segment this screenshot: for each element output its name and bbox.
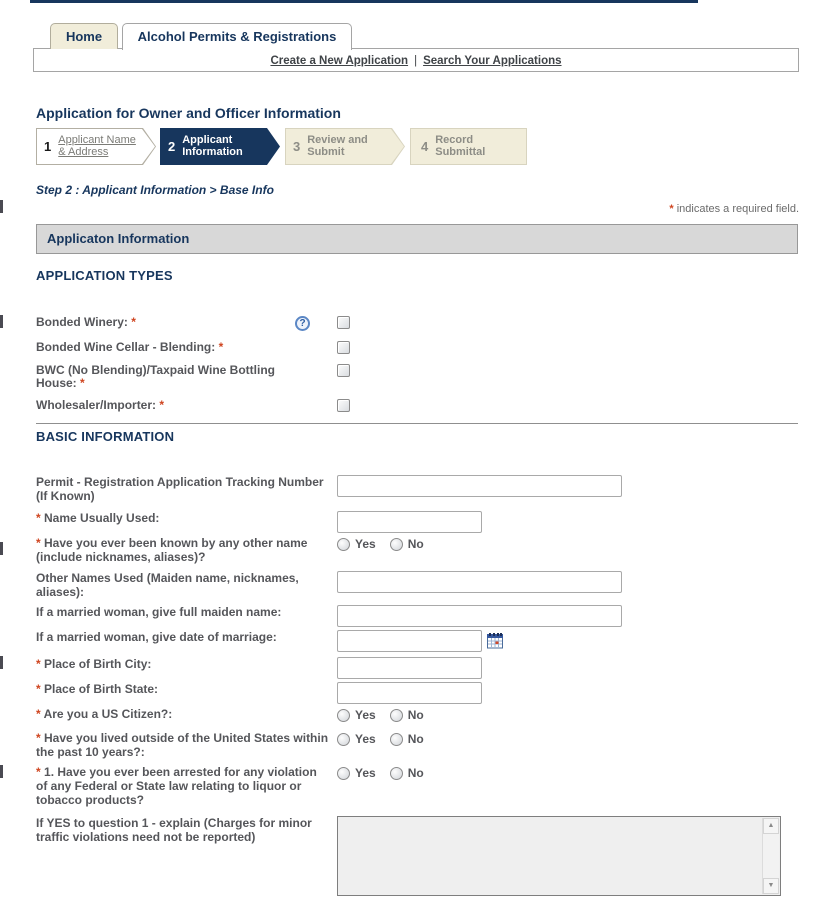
step-number: 3 <box>293 139 301 154</box>
wizard-step-4-record-submittal <box>410 128 527 165</box>
scroll-down-icon[interactable]: ▼ <box>763 878 779 894</box>
form-row-date-of-marriage <box>36 630 798 652</box>
app-type-row-bonded-winery <box>36 316 798 331</box>
date-of-marriage-input[interactable] <box>337 630 482 652</box>
lived-outside-us-radio-group <box>337 732 438 746</box>
radio-option-no[interactable]: No <box>390 766 424 780</box>
form-row-known-by-other-name <box>36 536 798 564</box>
field-label: * Name Usually Used: <box>36 511 160 525</box>
step-number: 2 <box>168 139 176 154</box>
radio-button[interactable] <box>337 733 350 746</box>
required-asterisk: * <box>218 340 224 354</box>
tracking-number-input[interactable] <box>337 475 622 497</box>
radio-button[interactable] <box>337 709 350 722</box>
edge-artifact <box>0 315 3 328</box>
form-row-full-maiden-name <box>36 605 798 627</box>
search-applications-link[interactable]: Search Your Applications <box>423 55 562 67</box>
radio-option-yes[interactable]: Yes <box>337 766 376 780</box>
radio-option-no[interactable]: No <box>390 708 424 722</box>
other-names-used-input[interactable] <box>337 571 622 593</box>
field-label: If a married woman, give date of marriage: <box>36 630 277 644</box>
radio-option-yes[interactable]: Yes <box>337 708 376 722</box>
explain-arrest-textarea[interactable] <box>337 816 781 896</box>
app-type-row-bwc-bottling-house <box>36 364 798 390</box>
edge-artifact <box>0 656 3 669</box>
radio-button[interactable] <box>390 538 403 551</box>
field-label: * Place of Birth City: <box>36 657 152 671</box>
radio-button[interactable] <box>337 767 350 780</box>
radio-option-yes[interactable]: Yes <box>337 537 376 551</box>
tab-home[interactable]: Home <box>50 23 118 49</box>
form-row-name-usually-used <box>36 511 798 533</box>
radio-option-no[interactable]: No <box>390 537 424 551</box>
bwc-bottling-house-checkbox[interactable] <box>337 364 350 377</box>
field-label: Wholesaler/Importer: * <box>36 398 165 412</box>
birth-state-input[interactable] <box>337 682 482 704</box>
wholesaler-importer-checkbox[interactable] <box>337 399 350 412</box>
form-row-other-names-used <box>36 571 798 599</box>
radio-button[interactable] <box>337 538 350 551</box>
full-maiden-name-input[interactable] <box>337 605 622 627</box>
app-type-row-bonded-wine-cellar <box>36 341 798 354</box>
page-title: Application for Owner and Officer Information <box>36 105 341 121</box>
edge-artifact <box>0 200 3 213</box>
us-citizen-radio-group <box>337 708 438 722</box>
create-application-link[interactable]: Create a New Application <box>270 55 409 67</box>
birth-city-input[interactable] <box>337 657 482 679</box>
field-label: Bonded Wine Cellar - Blending: * <box>36 340 224 354</box>
form-row-arrested-violation <box>36 765 798 807</box>
wizard-step-1-applicant-name-address[interactable] <box>36 128 156 165</box>
bonded-wine-cellar-checkbox[interactable] <box>337 341 350 354</box>
form-row-us-citizen <box>36 707 798 722</box>
application-types-rows <box>36 316 798 422</box>
step-label: Applicant Information <box>182 134 243 158</box>
bonded-winery-checkbox[interactable] <box>337 316 350 329</box>
edge-artifact <box>0 765 3 778</box>
link-separator: | <box>414 55 418 67</box>
form-row-explain-arrest <box>36 816 798 896</box>
field-label: * 1. Have you ever been arrested for any violation of any Federal or State law relating to liquor or tobacco products? <box>36 765 317 807</box>
tab-strip <box>33 23 799 72</box>
calendar-icon[interactable] <box>487 633 503 649</box>
basic-information-form <box>36 475 798 896</box>
top-border-artifact <box>30 0 698 3</box>
arrested-violation-radio-group <box>337 766 438 780</box>
field-label: BWC (No Blending)/Taxpaid Wine Bottling House: * <box>36 363 275 390</box>
step-number: 4 <box>421 139 429 154</box>
app-type-row-wholesaler-importer <box>36 399 798 412</box>
breadcrumb: Step 2 : Applicant Information > Base Info <box>36 183 274 197</box>
required-asterisk: * <box>80 376 85 390</box>
field-label: Other Names Used (Maiden name, nicknames, aliases): <box>36 571 299 599</box>
radio-button[interactable] <box>390 733 403 746</box>
field-label: If a married woman, give full maiden name: <box>36 605 282 619</box>
edge-artifact <box>0 542 3 555</box>
field-label: Permit - Registration Application Tracking Number (If Known) <box>36 475 324 503</box>
form-row-lived-outside-us <box>36 731 798 759</box>
wizard-step-3-review-submit <box>285 128 405 165</box>
name-usually-used-input[interactable] <box>337 511 482 533</box>
field-label: If YES to question 1 - explain (Charges for minor traffic violations need not be reported) <box>36 816 312 844</box>
step-label: Record Submittal <box>435 134 486 158</box>
basic-information-heading: BASIC INFORMATION <box>36 429 175 444</box>
form-row-tracking-number <box>36 475 798 503</box>
field-label: * Have you ever been known by any other name (include nicknames, aliases)? <box>36 536 308 564</box>
wizard-step-2-applicant-information <box>160 128 280 165</box>
tab-alcohol-permits[interactable]: Alcohol Permits & Registrations <box>122 23 352 50</box>
form-row-birth-city <box>36 657 798 679</box>
radio-button[interactable] <box>390 709 403 722</box>
required-field-note: * indicates a required field. <box>669 203 799 215</box>
field-label: * Place of Birth State: <box>36 682 159 696</box>
application-types-heading: APPLICATION TYPES <box>36 268 173 283</box>
required-asterisk: * <box>131 315 136 329</box>
radio-option-no[interactable]: No <box>390 732 424 746</box>
step-label-link[interactable]: Applicant Name & Address <box>58 134 136 158</box>
basic-information-divider <box>36 423 798 444</box>
textarea-scrollbar[interactable] <box>762 818 779 894</box>
known-by-other-name-radio-group <box>337 537 438 551</box>
radio-option-yes[interactable]: Yes <box>337 732 376 746</box>
step-label: Review and Submit <box>307 134 368 158</box>
required-asterisk: * <box>159 398 165 412</box>
application-links-bar <box>33 48 799 72</box>
help-icon[interactable]: ? <box>295 316 310 331</box>
form-row-birth-state <box>36 682 798 704</box>
radio-button[interactable] <box>390 767 403 780</box>
field-label: * Are you a US Citizen?: <box>36 707 173 721</box>
field-label: Bonded Winery: * <box>36 315 136 329</box>
scroll-up-icon[interactable]: ▲ <box>763 818 779 834</box>
section-header-bar: Applicaton Information <box>36 224 798 254</box>
required-asterisk: * <box>669 203 674 215</box>
field-label: * Have you lived outside of the United States within the past 10 years?: <box>36 731 329 759</box>
step-number: 1 <box>44 139 52 154</box>
